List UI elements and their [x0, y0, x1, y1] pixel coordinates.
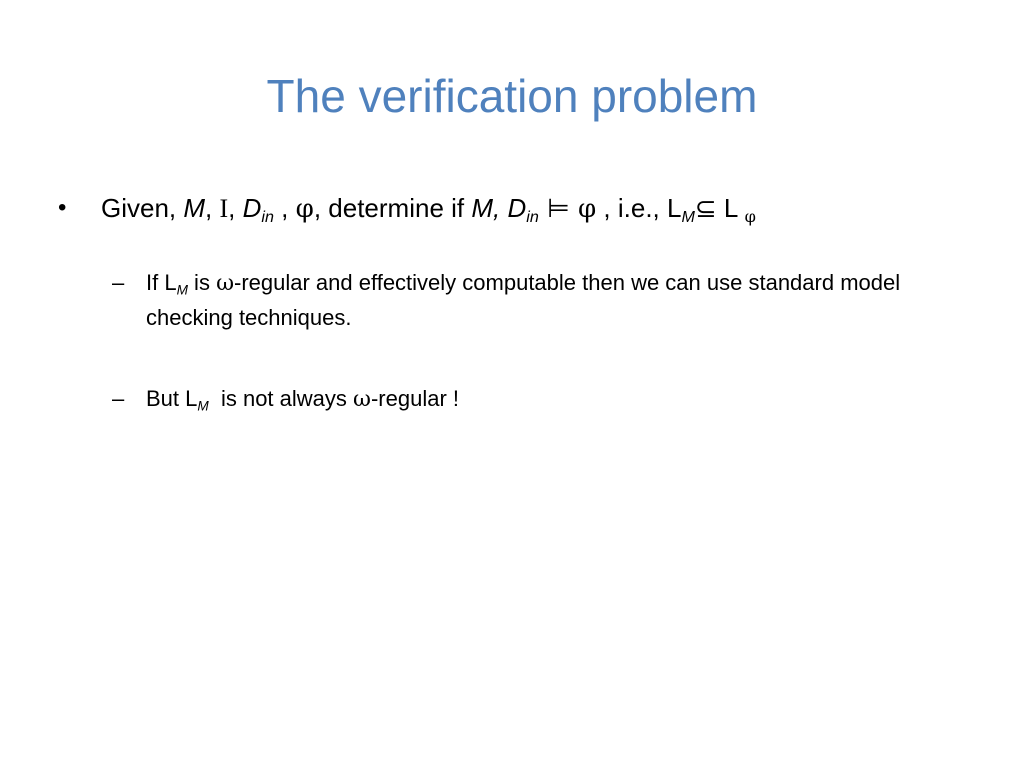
dash-marker: – [112, 386, 125, 411]
text-rest: -regular and effectively computable then we can use standard model checking techniques. [146, 270, 901, 330]
symbol-phi: φ [577, 194, 597, 224]
subscript-in: in [261, 208, 274, 227]
text-if-l: If L [146, 270, 177, 295]
bullet-text [101, 188, 756, 229]
subscript-phi: φ [744, 207, 756, 227]
text-ie: , i.e., L [596, 193, 682, 223]
text-is: is [187, 270, 217, 295]
text-given: Given, [101, 193, 184, 223]
subscript-m: M [176, 282, 188, 298]
text-is-not: is not always [208, 386, 354, 411]
bullet-marker: • [58, 194, 67, 221]
text-determine: , determine if [313, 193, 472, 223]
symbol-m-d: M, D [471, 193, 527, 223]
text-comma: , [205, 193, 220, 223]
sub-bullet-omega-regular [112, 266, 972, 335]
symbol-omega: ω [353, 387, 371, 412]
subscript-m: M [197, 398, 209, 414]
subscript-m: M [681, 208, 695, 227]
subscript-in: in [526, 208, 539, 227]
symbol-d: D [242, 193, 262, 223]
text-comma: , [228, 193, 243, 223]
text-but-l: But L [146, 386, 198, 411]
symbol-m: M [183, 193, 206, 223]
sub-bullet-text [146, 382, 972, 417]
symbol-phi: φ [295, 194, 314, 224]
sub-bullet-not-omega-regular [112, 382, 972, 417]
text-l: L [716, 193, 745, 223]
dash-marker: – [112, 270, 125, 295]
symbol-i: I [219, 194, 229, 223]
sub-bullet-text [146, 266, 972, 335]
symbol-models: ⊨ [538, 194, 578, 224]
symbol-omega: ω [216, 271, 235, 296]
symbol-subseteq: ⊆ [694, 194, 717, 224]
slide-title: The verification problem [266, 70, 758, 122]
text-rest: -regular ! [370, 386, 460, 411]
text-comma: , [273, 193, 296, 223]
